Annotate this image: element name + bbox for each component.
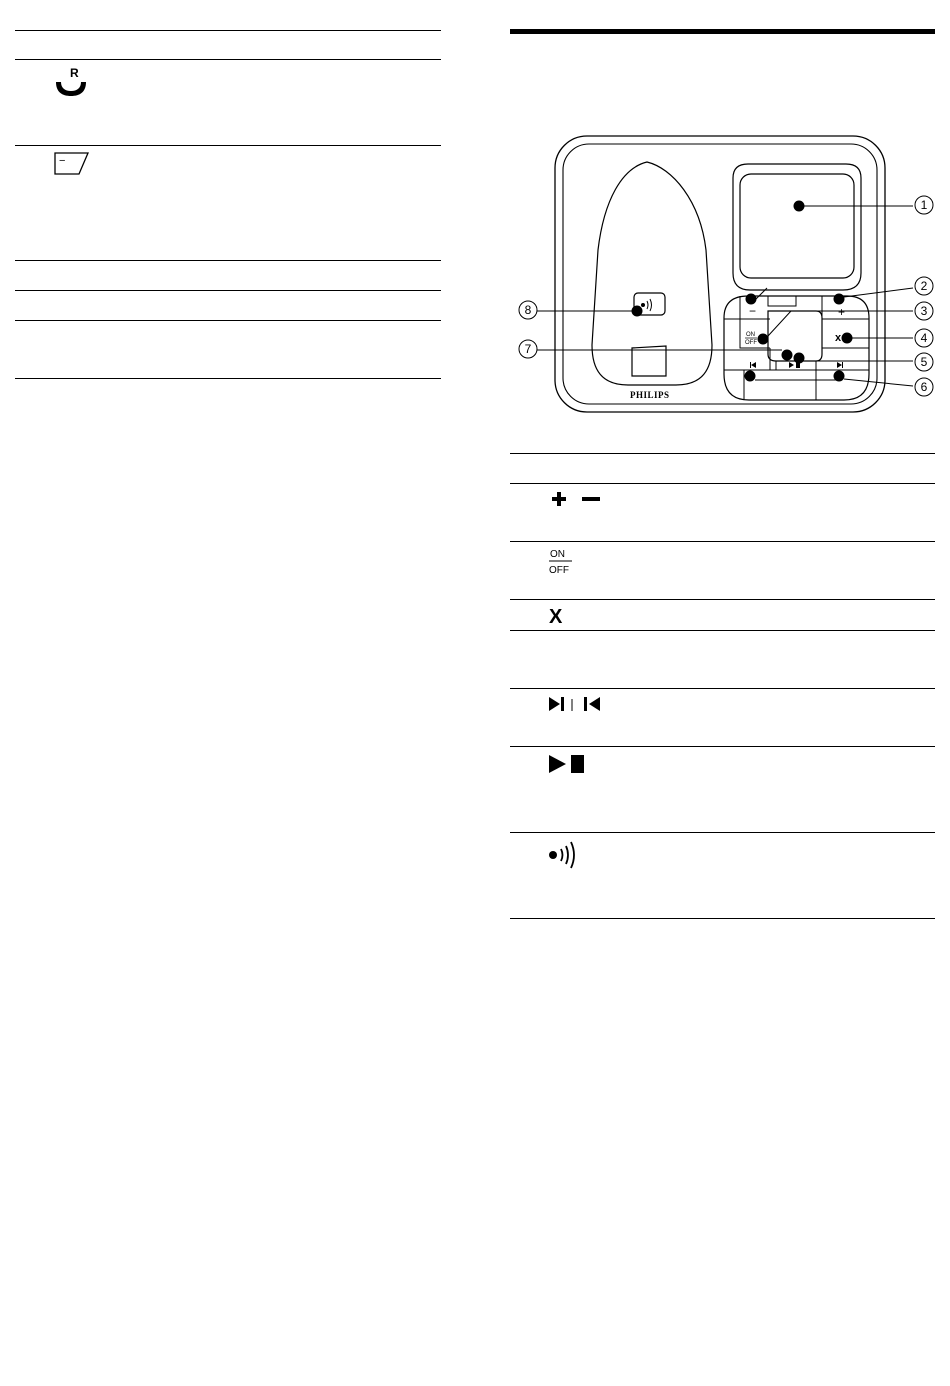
base-outer-shell (555, 136, 885, 412)
brand-logo: PHILIPS (630, 390, 670, 400)
right-table-row-rule (510, 832, 935, 833)
right-table-row-rule (510, 688, 935, 689)
softkey-icon (52, 150, 92, 178)
callout-2-number: 2 (920, 279, 928, 293)
base-station-diagram (500, 130, 950, 420)
minus-button-label: − (749, 304, 757, 318)
left-table-row-rule (15, 320, 441, 321)
off-label: OFF (549, 565, 569, 576)
right-table-row-rule (510, 599, 935, 600)
section-heading-rule (510, 29, 935, 34)
x-icon (548, 604, 572, 626)
callout-3-number: 3 (920, 304, 928, 318)
skip-back-glyph (750, 362, 756, 368)
on-button-label: ON (746, 332, 755, 338)
right-table-row-rule (510, 746, 935, 747)
plus-minus-icon (548, 490, 608, 510)
on-off-icon (548, 546, 578, 578)
softkey-dash: − (59, 155, 66, 167)
right-table-top-rule (510, 453, 935, 454)
callout-8-number: 8 (524, 303, 532, 317)
off-button-label: OFF (745, 340, 757, 346)
display-bezel (733, 164, 861, 290)
on-label: ON (550, 549, 565, 560)
left-table-top-rule (15, 30, 441, 31)
callout-5-number: 5 (920, 355, 928, 369)
left-table-row-rule (15, 290, 441, 291)
play-stop-icon (548, 753, 592, 777)
callout-6-number: 6 (920, 380, 928, 394)
centre-play-button (768, 311, 822, 361)
left-table-bottom-rule (15, 378, 441, 379)
handset-cradle (592, 162, 712, 385)
x-glyph: X (549, 606, 563, 626)
right-table-header-rule (510, 483, 935, 484)
callout-4-number: 4 (920, 331, 928, 345)
paging-icon (548, 840, 584, 870)
left-table-header-rule (15, 59, 441, 60)
display-screen (740, 174, 854, 278)
base-inner-shell (563, 144, 877, 404)
callout-1-number: 1 (920, 198, 928, 212)
left-table-row-rule (15, 145, 441, 146)
skip-forward-glyph (837, 362, 843, 368)
right-table-bottom-rule (510, 918, 935, 919)
plus-button-label: + (838, 305, 846, 319)
recall-handset-icon (52, 64, 92, 100)
recall-letter: R (70, 66, 79, 80)
right-table-row-rule (510, 630, 935, 631)
x-button-label: x (835, 332, 842, 344)
callout-7-number: 7 (524, 342, 532, 356)
right-table-row-rule (510, 541, 935, 542)
skip-icon (548, 695, 608, 715)
left-table-row-rule (15, 260, 441, 261)
